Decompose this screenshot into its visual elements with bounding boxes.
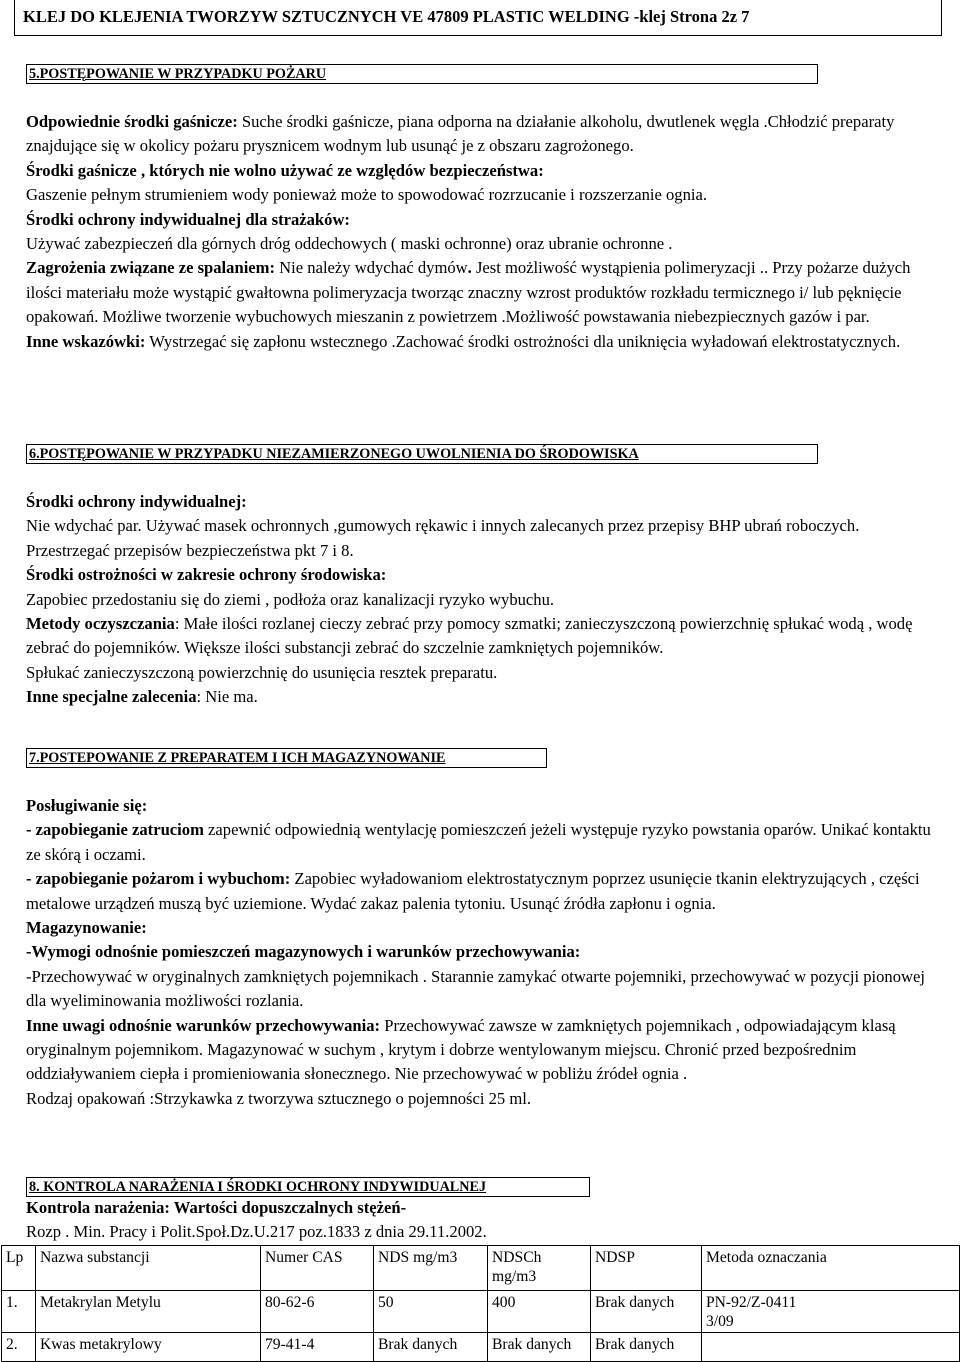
table-cell: 80-62-6 [261, 1291, 374, 1333]
s7-storage-requirements-text: -Przechowywać w oryginalnych zamkniętych pojemnikach . Starannie zamykać otwarte pojemniki, przechowywać w pozycji pionowej dla wyeliminowania możliwości rozlania. [26, 966, 925, 1011]
s5-prohibited-media-text: Gaszenie pełnym strumieniem wody ponieważ może to spowodować rozrzucanie i rozszerzanie ognia. [26, 185, 708, 205]
table-cell: PN-92/Z-04113/09 [702, 1291, 960, 1333]
table-cell: 1. [2, 1291, 36, 1333]
s6-other-recommendations: Inne specjalne zalecenia: Nie ma. [26, 687, 258, 707]
s6-environment-label: Środki ostrożności w zakresie ochrony środowiska: [26, 565, 387, 585]
s6-cleaning-methods: Metody oczyszczania: Małe ilości rozlanej cieczy zebrać przy pomocy szmatki; zanieczyszczoną powierzchnię spłukać wodą , wodę zebrać do pojemników. Większe ilości substancji zebrać do szczelnie zamkniętych pojemników. [26, 614, 913, 658]
s7-storage-requirements-label: -Wymogi odnośnie pomieszczeń magazynowych i warunków przechowywania: [26, 942, 581, 962]
s5-firefighter-protection-label: Środki ochrony indywidualnej dla strażaków: [26, 209, 350, 229]
s7-storage-label: Magazynowanie: [26, 918, 147, 938]
s7-poisoning-prevention: - zapobieganie zatruciom zapewnić odpowiednią wentylację pomieszczeń jeżeli występuje ryzyko powstania oparów. Unikać kontaktu ze skórą i oczami. [26, 820, 931, 864]
s7-handling-label: Posługiwanie się: [26, 796, 148, 815]
section-7-body [26, 794, 936, 1111]
table-cell: Brak danych [591, 1291, 702, 1333]
section-5-heading: 5.POSTĘPOWANIE W PRZYPADKU POŻARU [26, 64, 818, 84]
table-header-cell: NDS mg/m3 [374, 1246, 488, 1291]
table-header-cell: Numer CAS [261, 1246, 374, 1291]
section-6-heading: 6.POSTĘPOWANIE W PRZYPADKU NIEZAMIERZONEGO UWOLNIENIA DO ŚRODOWISKA [26, 444, 818, 464]
table-header-cell: Metoda oznaczania [702, 1246, 960, 1291]
table-row [2, 1291, 960, 1333]
section-8-body [26, 1196, 936, 1245]
table-cell: Brak danych [374, 1333, 488, 1362]
section-6-body [26, 490, 936, 710]
table-cell: 2. [2, 1333, 36, 1362]
table-header-cell: Lp [2, 1246, 36, 1291]
s6-personal-protection-label: Środki ochrony indywidualnej: [26, 492, 247, 511]
s8-exposure-control-label: Kontrola narażenia: Wartości dopuszczalnych stężeń- [26, 1198, 407, 1217]
s7-fire-prevention: - zapobieganie pożarom i wybuchom: Zapobiec wyładowaniom elektrostatycznym poprzez usunięcie tkanin elektryzujących , części metalowe urządzeń muszą być uziemione. Wydać zakaz palenia tytoniu. Usunąć źródła zapłonu i ognia. [26, 869, 920, 913]
table-cell: 400 [488, 1291, 591, 1333]
table-cell: Metakrylan Metylu [36, 1291, 261, 1333]
s5-firefighter-protection-text: Używać zabezpieczeń dla górnych dróg oddechowych ( maski ochronne) oraz ubranie ochronne . [26, 234, 673, 254]
page-header: KLEJ DO KLEJENIA TWORZYW SZTUCZNYCH VE 47809 PLASTIC WELDING -klej Strona 2z 7 [14, 0, 942, 36]
section-5-body [26, 110, 936, 354]
s6-personal-protection-text: Nie wdychać par. Używać masek ochronnych ,gumowych rękawic i innych zalecanych przez przepisy BHP ubrań roboczych. Przestrzegać przepisów bezpieczeństwa pkt 7 i 8. [26, 516, 860, 560]
table-header-cell: NDSCh mg/m3 [488, 1246, 591, 1291]
s8-regulation-reference: Rozp . Min. Pracy i Polit.Społ.Dz.U.217 poz.1833 z dnia 29.11.2002. [26, 1222, 487, 1242]
table-cell: 79-41-4 [261, 1333, 374, 1362]
section-8-heading: 8. KONTROLA NARAŻENIA I ŚRODKI OCHRONY INDYWIDUALNEJ [26, 1177, 590, 1197]
table-cell: 50 [374, 1291, 488, 1333]
section-7-heading: 7.POSTEPOWANIE Z PREPARATEM I ICH MAGAZYNOWANIE [26, 748, 547, 768]
table-row [2, 1333, 960, 1362]
s5-prohibited-media-label: Środki gaśnicze , których nie wolno używać ze względów bezpieczeństwa: [26, 160, 544, 180]
s7-other-storage-notes: Inne uwagi odnośnie warunków przechowywania: Przechowywać zawsze w zamkniętych pojemnikach , odpowiadającym klasą oryginalnym pojemnikom. Magazynować w suchym , krytym i dobrze wentylowanym miejscu. Chronić przed bezpośrednim oddziaływaniem ciepła i promieniowania słonecznego. Nie przechowywać w pobliżu źródeł ognia . [26, 1015, 896, 1084]
exposure-limits-table [1, 1245, 960, 1362]
table-cell: Kwas metakrylowy [36, 1333, 261, 1362]
s5-other-hints: Inne wskazówki: Wystrzegać się zapłonu wstecznego .Zachować środki ostrożności dla uniknięcia wyładowań elektrostatycznych. [26, 331, 901, 351]
table-header-row [2, 1246, 960, 1291]
table-cell: Brak danych [488, 1333, 591, 1362]
s5-combustion-hazards: Zagrożenia związane ze spalaniem: Nie należy wdychać dymów. Jest możliwość wystąpienia polimeryzacji .. Przy pożarze dużych ilości materiału może wystąpić gwałtowna polimeryzacja tworząc znaczny wzrost produktów rozkładu termicznego i/ lub pęknięcie opakowań. Możliwe tworzenie wybuchowych mieszanin z powietrzem .Możliwość powstawania niebezpiecznych gazów i par. [26, 258, 911, 327]
s6-environment-text: Zapobiec przedostaniu się do ziemi , podłoża oraz kanalizacji ryzyko wybuchu. [26, 589, 555, 609]
s7-packaging-type: Rodzaj opakowań :Strzykawka z tworzywa sztucznego o pojemności 25 ml. [26, 1088, 532, 1108]
table-header-cell: Nazwa substancji [36, 1246, 261, 1291]
table-cell [702, 1333, 960, 1362]
table-header-cell: NDSP [591, 1246, 702, 1291]
s6-rinse-text: Spłukać zanieczyszczoną powierzchnię do usunięcia resztek preparatu. [26, 662, 498, 682]
s5-extinguishing-media: Odpowiednie środki gaśnicze: Suche środki gaśnicze, piana odporna na działanie alkoholu, dwutlenek węgla .Chłodzić preparaty znajdujące się w okolicy pożaru prysznicem wodnym lub usunąć je z obszaru zagrożonego. [26, 112, 895, 156]
table-cell: Brak danych [591, 1333, 702, 1362]
